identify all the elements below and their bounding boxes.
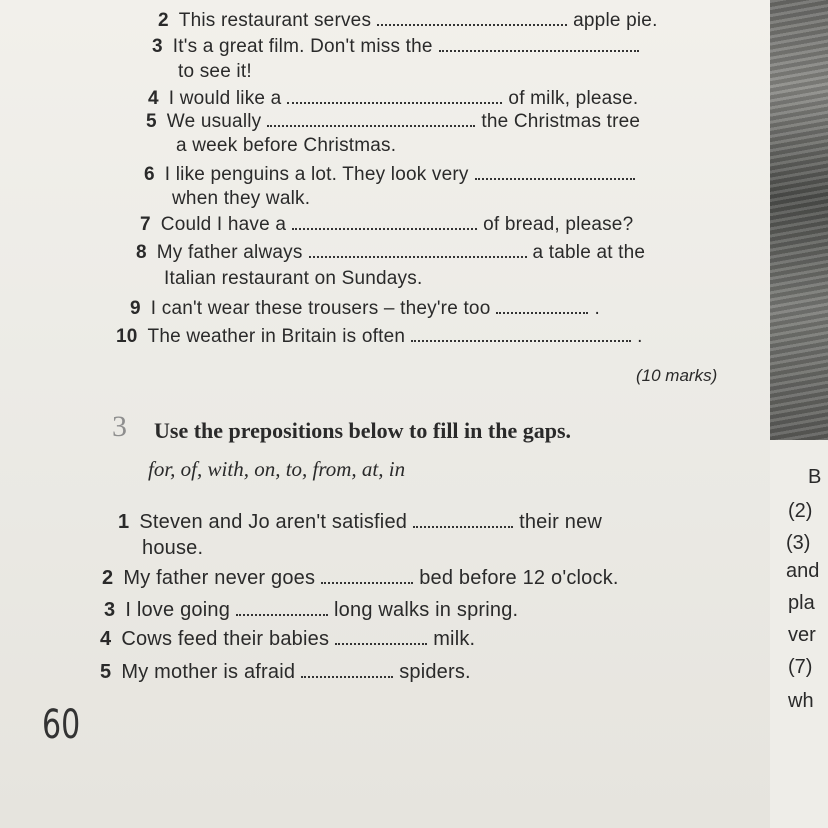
item-number: 2 <box>102 567 114 589</box>
side-text: B <box>808 466 822 488</box>
side-text: (7) <box>788 656 813 678</box>
side-text: (2) <box>788 500 813 522</box>
item-number: 7 <box>140 214 151 235</box>
exercise-item <box>146 109 640 133</box>
item-text: to see it! <box>178 61 252 82</box>
exercise-heading: Use the prepositions below to fill in the gaps. <box>154 418 572 443</box>
side-text: wh <box>788 690 814 712</box>
side-text: ver <box>788 624 816 646</box>
answer-gap[interactable] <box>377 8 567 26</box>
item-text: bed before 12 o'clock. <box>419 567 619 589</box>
answer-gap[interactable] <box>309 240 527 258</box>
item-number: 6 <box>144 164 155 185</box>
answer-gap[interactable] <box>439 34 639 52</box>
item-text: spiders. <box>399 661 471 683</box>
exercise-item <box>144 162 641 186</box>
item-number: 3 <box>104 599 116 621</box>
item-text: . <box>637 326 643 347</box>
side-text: (3) <box>786 532 811 554</box>
answer-gap[interactable] <box>496 296 588 314</box>
item-text: The weather in Britain is often <box>147 326 406 347</box>
exercise-item <box>118 510 602 534</box>
exercise-item <box>140 212 633 236</box>
answer-gap[interactable] <box>413 510 513 528</box>
answer-gap[interactable] <box>335 627 427 645</box>
item-text: their new <box>519 511 603 533</box>
item-text: of milk, please. <box>508 88 639 109</box>
answer-gap[interactable] <box>236 598 328 616</box>
item-text: My father never goes <box>123 567 316 589</box>
exercise-item-continuation <box>178 61 252 83</box>
item-text: I like penguins a lot. They look very <box>164 164 469 185</box>
item-text: a week before Christmas. <box>176 135 397 156</box>
item-number: 9 <box>130 298 141 319</box>
item-text: milk. <box>433 628 476 650</box>
item-text: My mother is afraid <box>121 661 296 683</box>
item-text: . <box>594 298 600 319</box>
item-number: 1 <box>118 511 130 533</box>
exercise-item-continuation <box>142 537 203 560</box>
answer-gap[interactable] <box>321 566 413 584</box>
exercise-item-continuation <box>172 188 310 210</box>
item-text: It's a great film. Don't miss the <box>172 36 433 57</box>
item-text: of bread, please? <box>483 214 634 235</box>
item-number: 4 <box>148 88 159 109</box>
item-text: I love going <box>125 599 231 621</box>
item-text: Steven and Jo aren't satisfied <box>139 511 408 533</box>
item-number: 10 <box>116 326 138 347</box>
item-text: I would like a <box>168 88 282 109</box>
item-number: 2 <box>158 10 169 31</box>
item-text: Italian restaurant on Sundays. <box>164 268 423 289</box>
exercise-item <box>152 34 645 58</box>
exercise-item <box>148 86 638 110</box>
side-text: and <box>786 560 820 582</box>
answer-gap[interactable] <box>475 162 635 180</box>
item-text: Could I have a <box>160 214 287 235</box>
item-text: long walks in spring. <box>334 599 519 621</box>
item-text: a table at the <box>532 242 646 263</box>
answer-gap[interactable] <box>287 86 502 104</box>
answer-gap[interactable] <box>301 660 393 678</box>
exercise-item <box>158 8 658 32</box>
item-text: house. <box>142 537 204 559</box>
exercise-item <box>100 660 471 684</box>
exercise-item-continuation <box>164 268 422 290</box>
item-number: 3 <box>152 36 163 57</box>
exercise-item <box>104 598 518 622</box>
item-text: apple pie. <box>573 10 658 31</box>
item-text: My father always <box>156 242 303 263</box>
item-number: 5 <box>100 661 112 683</box>
exercise-number: 3 <box>112 410 127 443</box>
exercise-item <box>130 296 600 320</box>
answer-gap[interactable] <box>411 324 631 342</box>
page-number: 60 <box>42 702 81 748</box>
answer-gap[interactable] <box>292 212 477 230</box>
answer-gap[interactable] <box>267 109 475 127</box>
exercise-item <box>102 566 619 590</box>
item-text: Cows feed their babies <box>121 628 330 650</box>
item-text: the Christmas tree <box>481 111 641 132</box>
item-number: 4 <box>100 628 112 650</box>
item-text: I can't wear these trousers – they're too <box>150 298 491 319</box>
exercise-item <box>116 324 643 348</box>
side-text: pla <box>788 592 815 614</box>
exercise-item <box>136 240 645 264</box>
exercise-item-continuation <box>176 135 396 157</box>
photo-strip <box>770 0 828 440</box>
marks-label: (10 marks) <box>636 366 718 385</box>
item-text: when they walk. <box>172 188 311 209</box>
item-number: 5 <box>146 111 157 132</box>
word-bank: for, of, with, on, to, from, at, in <box>148 457 406 481</box>
item-text: We usually <box>166 111 262 132</box>
item-number: 8 <box>136 242 147 263</box>
item-text: This restaurant serves <box>178 10 372 31</box>
exercise-item <box>100 627 475 651</box>
